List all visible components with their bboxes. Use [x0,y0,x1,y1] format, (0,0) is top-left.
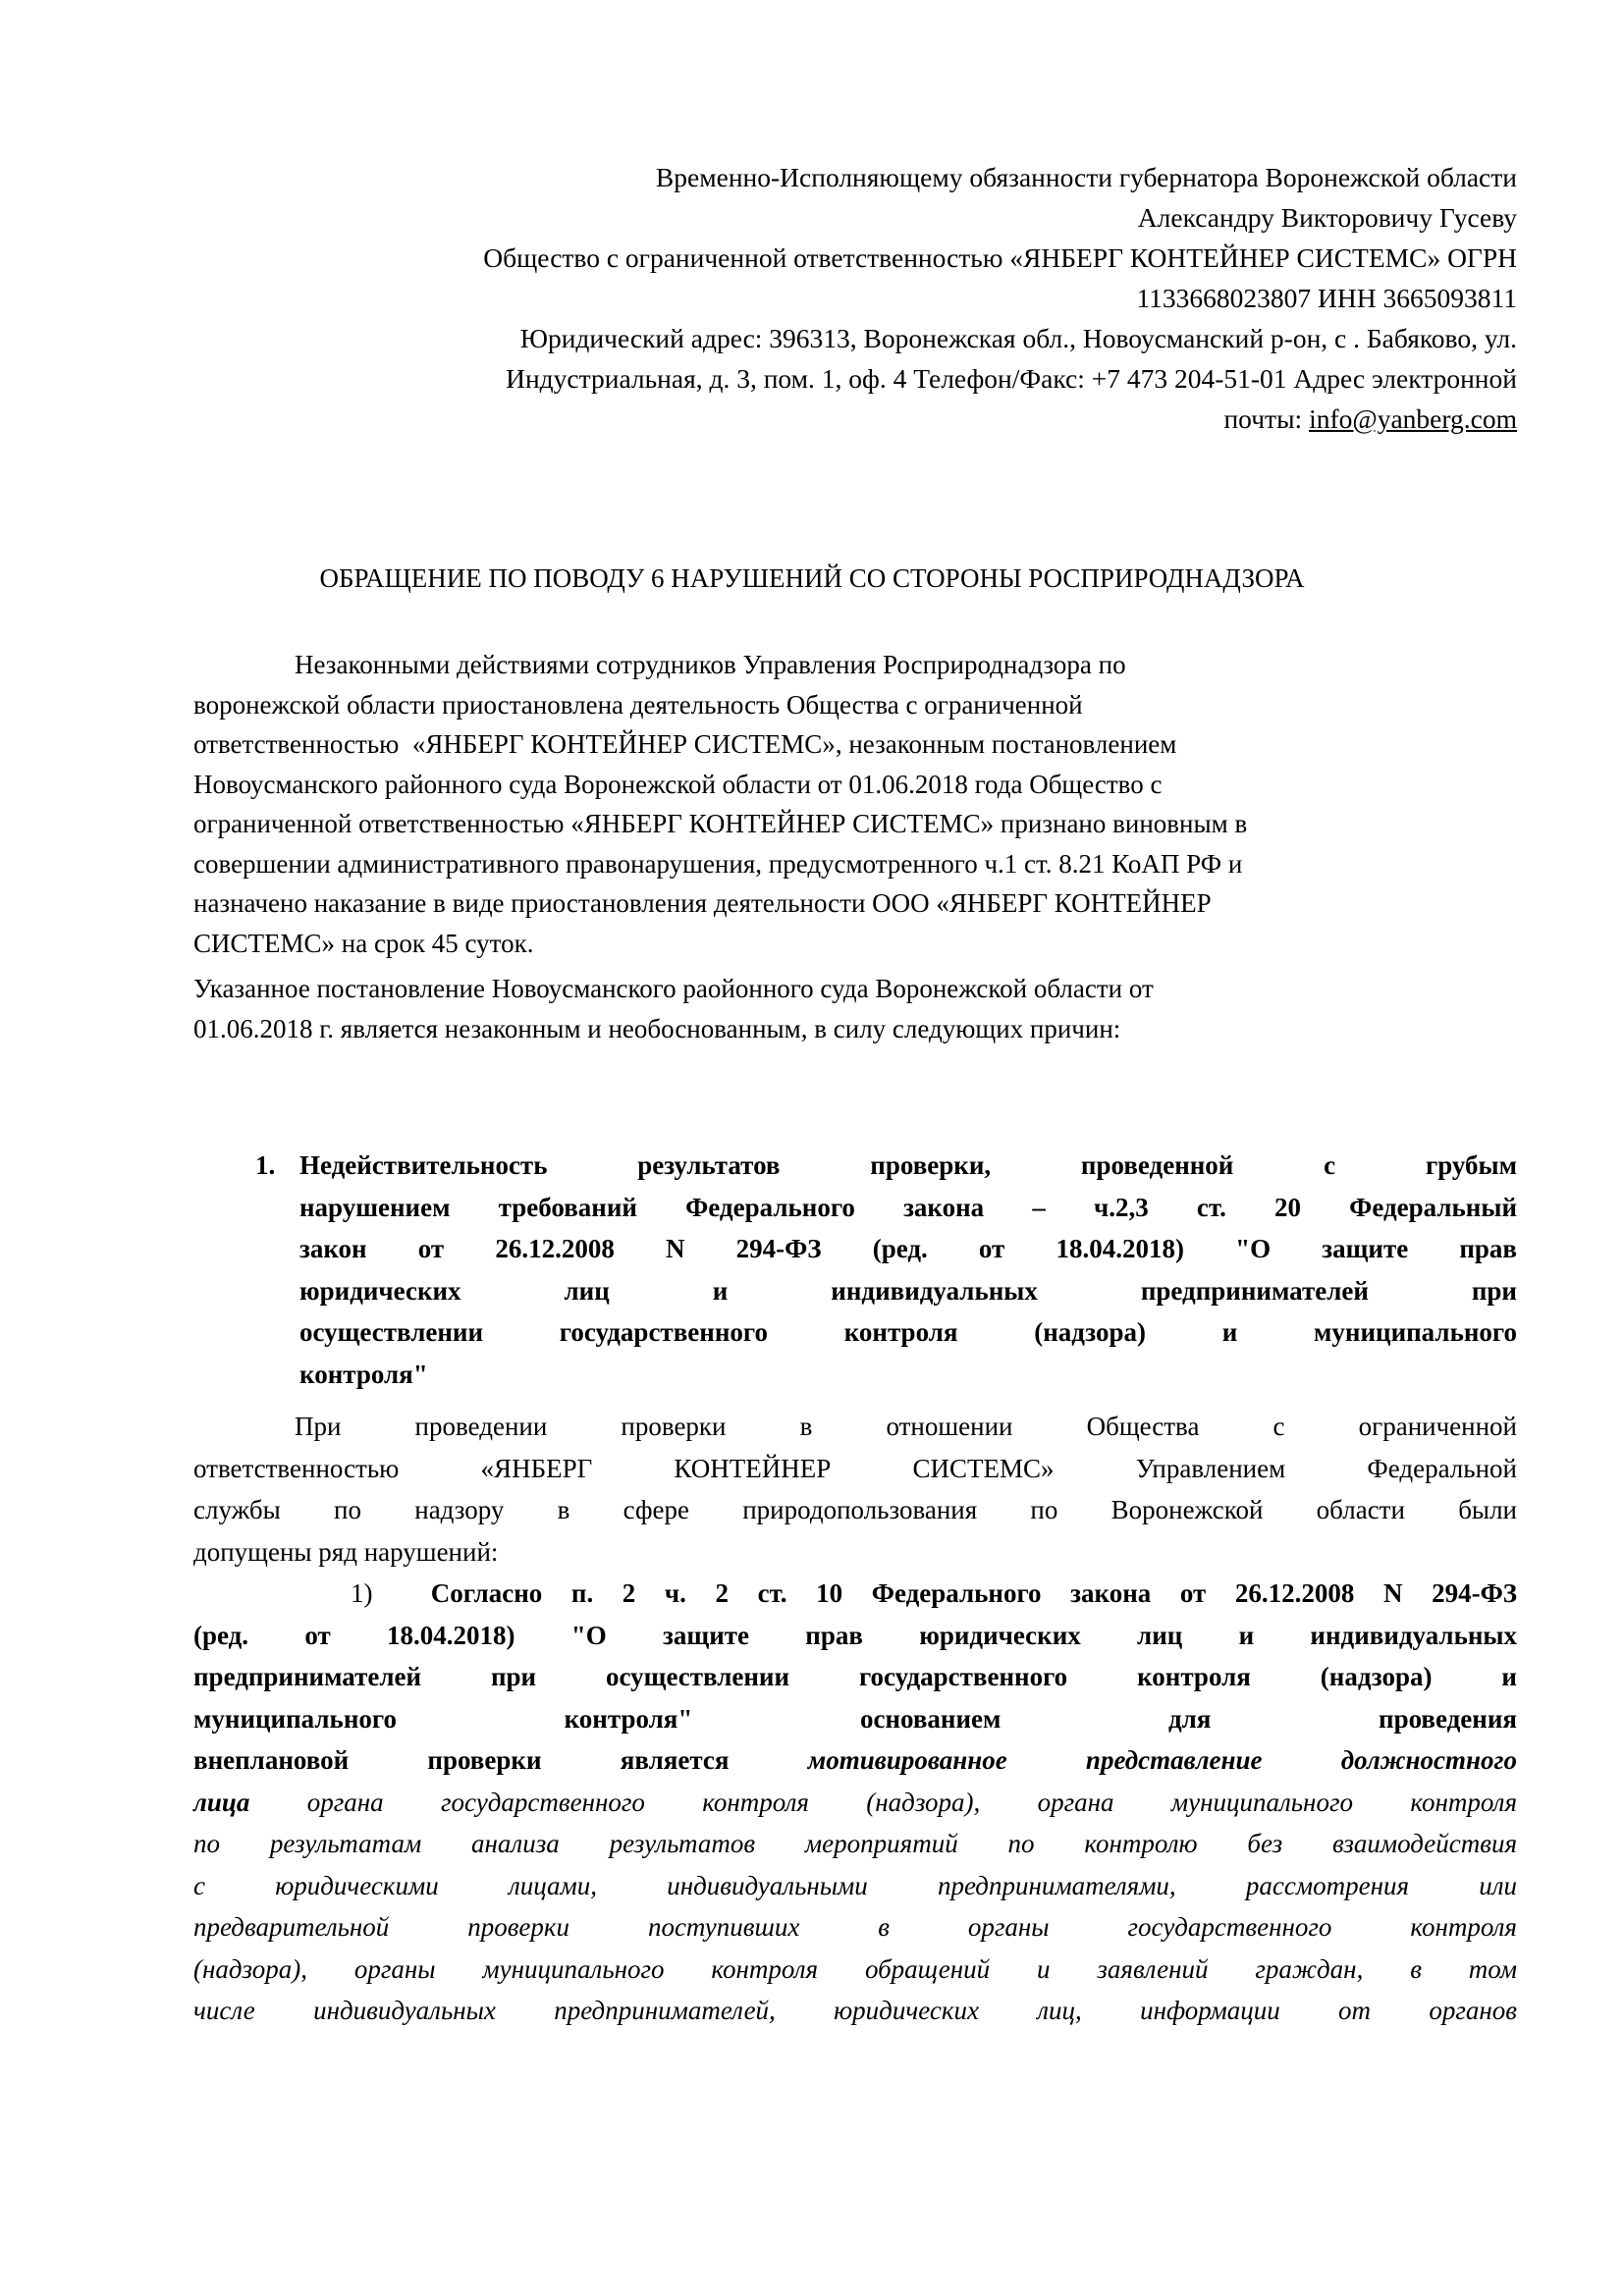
violation-line: (надзора), органы муниципального контроля обращений и заявлений граждан, в том [193,1953,1517,1984]
intro-line: ответственностью «ЯНБЕРГ КОНТЕЙНЕР СИСТЕМС», незаконным постановлением [193,729,1177,759]
violation-item-1 [193,1573,1517,2032]
violation-line: (ред. от 18.04.2018) "О защите прав юридических лиц и индивидуальных [193,1620,1517,1650]
intro-line: Указанное постановление Новоусманского раойонного суда Воронежской области от [193,974,1154,1003]
violation-line: по результатам анализа результатов мероприятий по контролю без взаимодействия [193,1829,1517,1858]
paragraph-line [193,1406,1517,1448]
document-title: ОБРАЩЕНИЕ ПО ПОВОДУ 6 НАРУШЕНИЙ СО СТОРОНЫ РОСПРИРОДНАДЗОРА [319,563,1305,593]
section-line: осуществлении государственного контроля (надзора) и муниципального [299,1317,1517,1347]
violation-line [193,1739,1517,1782]
intro-line: совершении административного правонарушения, предусмотренного ч.1 ст. 8.21 КоАП РФ и [193,848,1243,879]
header-line: Временно-Исполняющему обязанности губернатора Воронежской области [655,162,1517,192]
section-line: Недействительность результатов проверки, проведенной с грубым [299,1150,1517,1180]
section-line: нарушением требований Федерального закона – ч.2,3 ст. 20 Федеральный [299,1192,1517,1222]
header-line: 1133668023807 ИНН 3665093811 [1136,283,1517,313]
violation-line: предпринимателей при осуществлении государственного контроля (надзора) и [193,1662,1517,1691]
header-line: Индустриальная, д. 3, пом. 1, оф. 4 Телефон/Факс: +7 473 204-51-01 Адрес электронной [506,363,1517,394]
intro-line: СИСТЕМС» на срок 45 суток. [193,928,534,958]
violation-bold-italic-text: лица [193,1787,250,1817]
violation-line: числе индивидуальных предпринимателей, юридических лиц, информации от органов [193,1996,1517,2025]
addressee-header [193,157,1517,439]
intro-line: Новоусманского районного суда Воронежской области от 01.06.2018 года Общество с [193,769,1163,799]
email-link[interactable]: info@yanberg.com [1309,403,1517,434]
paragraph-line: ответственностью «ЯНБЕРГ КОНТЕЙНЕР СИСТЕМС» Управлением Федеральной [193,1453,1517,1483]
violation-line: муниципального контроля" основанием для проведения [193,1703,1517,1734]
violation-bold-text: внеплановой проверки является [193,1745,808,1775]
violation-line: с юридическими лицами, индивидуальными предпринимателями, рассмотрения или [193,1870,1517,1900]
violation-number: 1) [351,1578,373,1608]
intro-line: воронежской области приостановлена деятельность Общества с ограниченной [193,689,1083,720]
section-1-heading [193,1145,1517,1395]
header-email-line [193,399,1517,439]
section-line: закон от 26.12.2008 N 294-ФЗ (ред. от 18.04.2018) "О защите прав [299,1234,1517,1263]
violation-line-text: Согласно п. 2 ч. 2 ст. 10 Федерального закона от 26.12.2008 N 294-ФЗ [430,1578,1518,1608]
email-label: почты: [1223,403,1310,434]
inspection-paragraph [193,1406,1517,1573]
paragraph-line-text: При проведении проверки в отношении Общества с ограниченной [295,1412,1517,1441]
section-1-heading-text [299,1145,1517,1395]
violation-line [193,1573,1517,1615]
intro-line: 01.06.2018 г. является незаконным и необоснованным, в силу следующих причин: [193,1013,1121,1043]
header-line: Юридический адрес: 396313, Воронежская обл., Новоусманский р-он, с . Бабяково, ул. [519,323,1517,353]
header-line: Александру Викторовичу Гусеву [1137,202,1517,233]
section-number: 1. [255,1150,276,1180]
violation-bold-italic-text: мотивированное представление должностного [807,1745,1517,1775]
violation-italic-text: органа государственного контроля (надзора), органа муниципального контроля [249,1787,1517,1817]
section-line: юридических лиц и индивидуальных предпринимателей при [299,1275,1517,1306]
violation-line [193,1782,1517,1824]
paragraph-line: допущены ряд нарушений: [193,1536,499,1567]
paragraph-line: службы по надзору в сфере природопользования по Воронежской области были [193,1495,1517,1524]
section-line: контроля" [299,1359,428,1389]
header-line: Общество с ограниченной ответственностью «ЯНБЕРГ КОНТЕЙНЕР СИСТЕМС» ОГРН [483,242,1517,273]
violation-line: предварительной проверки поступивших в органы государственного контроля [193,1912,1517,1942]
intro-line: назначено наказание в виде приостановления деятельности ООО «ЯНБЕРГ КОНТЕЙНЕР [193,888,1212,918]
intro-line: Незаконными действиями сотрудников Управления Росприроднадзора по [295,650,1126,679]
intro-line: ограниченной ответственностью «ЯНБЕРГ КОНТЕЙНЕР СИСТЕМС» признано виновным в [193,809,1248,838]
intro-paragraph [193,645,1517,1048]
